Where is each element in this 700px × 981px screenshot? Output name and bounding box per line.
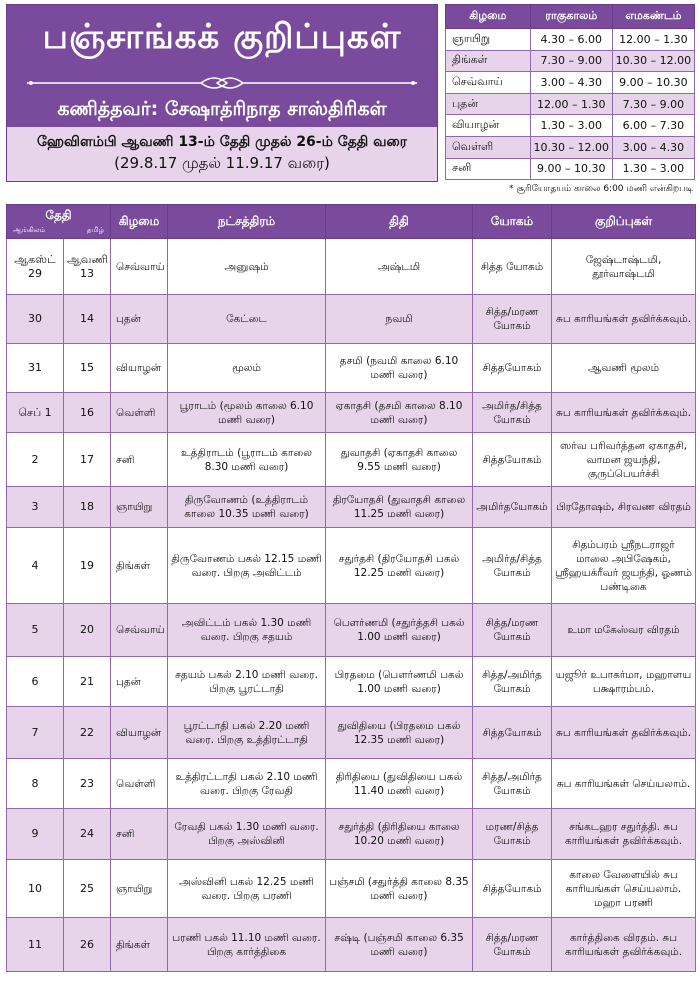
cell-yogam: சித்த/மரண யோகம் (473, 295, 552, 344)
cell-tamil-date: 15 (64, 344, 111, 393)
table-row (7, 657, 696, 707)
table-row (7, 393, 696, 433)
sunrise-note: * சூரியோதயம் காலை 6:00 மணி என்கிறபடி (509, 184, 693, 195)
cell-tamil-date: 26 (64, 918, 111, 972)
rahu-day: வெள்ளி (446, 136, 531, 158)
panchangam-panel (6, 204, 695, 972)
rahu-day: ஞாயிறு (446, 29, 531, 51)
cell-day: சனி (111, 433, 168, 487)
cell-tithi: திரிதியை (துவிதியை பகல் 11.40 மணி வரை) (326, 759, 473, 809)
cell-day: ஞாயிறு (111, 487, 168, 528)
cell-star: திருவோணம் பகல் 12.15 மணி வரை. பிறகு அவிட்டம் (168, 528, 326, 604)
cell-yogam: சித்த/அமிர்த யோகம் (473, 759, 552, 809)
cell-english-date: 4 (7, 528, 64, 604)
cell-yogam: சித்த/மரண யோகம் (473, 604, 552, 657)
header-date-band (7, 127, 437, 181)
header-banner (7, 5, 437, 127)
cell-yogam: அமிர்த/சித்த யோகம் (473, 528, 552, 604)
col-tithi: திதி (326, 205, 473, 239)
rahukalam-panel (445, 4, 695, 195)
ema-time: 6.00 – 7.30 (612, 115, 694, 137)
cell-tithi: சஷ்டி (பஞ்சமி காலை 6.35 மணி வரை) (326, 918, 473, 972)
cell-english-date: 5 (7, 604, 64, 657)
rahu-day: வியாழன் (446, 115, 531, 137)
cell-star: பரணி பகல் 11.10 மணி வரை. பிறகு கார்த்திகை (168, 918, 326, 972)
rahu-time: 3.00 – 4.30 (530, 72, 612, 94)
table-row (7, 707, 696, 759)
cell-star: திருவோணம் (உத்திராடம் காலை 10.35 மணி வரை) (168, 487, 326, 528)
rahu-day: திங்கள் (446, 50, 531, 72)
table-row (7, 528, 696, 604)
cell-english-date: 10 (7, 860, 64, 918)
cell-star: அனுஷம் (168, 239, 326, 295)
col-date-sub-english: ஆங்கிலம் (13, 226, 46, 234)
rahukalam-row (446, 158, 695, 180)
cell-notes: ஸர்வ பரிவர்த்தன ஏகாதசி, வாமன ஜயந்தி, குருப்பெயர்ச்சி (552, 433, 696, 487)
cell-tamil-date: 14 (64, 295, 111, 344)
rahu-time: 7.30 – 9.00 (530, 50, 612, 72)
cell-notes: காலை வேளையில் சுப காரியங்கள் செய்யலாம். மஹா பரணி (552, 860, 696, 918)
cell-tithi: பஞ்சமி (சதுர்த்தி காலை 8.35 மணி வரை) (326, 860, 473, 918)
table-row (7, 759, 696, 809)
cell-english-date: 30 (7, 295, 64, 344)
cell-yogam: சித்தயோகம் (473, 707, 552, 759)
cell-tithi: ஏகாதசி (தசமி காலை 8.10 மணி வரை) (326, 393, 473, 433)
cell-english-date: 7 (7, 707, 64, 759)
cell-english-date: 11 (7, 918, 64, 972)
cell-notes: சங்கடஹர சதுர்த்தி. சுப காரியங்கள் தவிர்க்கவும். (552, 809, 696, 860)
cell-day: வெள்ளி (111, 393, 168, 433)
rahu-time: 10.30 – 12.00 (530, 136, 612, 158)
rahukalam-row (446, 136, 695, 158)
rahu-time: 12.00 – 1.30 (530, 93, 612, 115)
cell-day: புதன் (111, 295, 168, 344)
cell-star: சதயம் பகல் 2.10 மணி வரை. பிறகு பூரட்டாதி (168, 657, 326, 707)
col-date-sub-tamil: தமிழ் (86, 226, 105, 234)
divider-ornament-icon (7, 73, 437, 93)
ema-time: 7.30 – 9.00 (612, 93, 694, 115)
panchangam-table (6, 204, 696, 972)
cell-notes: யஜூர் உபாகர்மா, மஹாளய பக்ஷாரம்பம். (552, 657, 696, 707)
cell-star: அவிட்டம் பகல் 1.30 மணி வரை. பிறகு சதயம் (168, 604, 326, 657)
cell-day: திங்கள் (111, 528, 168, 604)
cell-star: உத்திராடம் (பூராடம் காலை 8.30 மணி வரை) (168, 433, 326, 487)
cell-day: வியாழன் (111, 344, 168, 393)
cell-tithi: பௌர்ணமி (சதுர்த்தசி பகல் 1.00 மணி வரை) (326, 604, 473, 657)
cell-tithi: நவமி (326, 295, 473, 344)
cell-tithi: சதுர்தசி (திரயோதசி பகல் 12.25 மணி வரை) (326, 528, 473, 604)
cell-day: திங்கள் (111, 918, 168, 972)
cell-day: சனி (111, 809, 168, 860)
cell-star: உத்திரட்டாதி பகல் 2.10 மணி வரை. பிறகு ரேவதி (168, 759, 326, 809)
cell-star: அஸ்வினி பகல் 12.25 மணி வரை. பிறகு பரணி (168, 860, 326, 918)
rahu-day: செவ்வாய் (446, 72, 531, 94)
table-row (7, 604, 696, 657)
cell-notes: சுப காரியங்கள் தவிர்க்கவும். (552, 295, 696, 344)
col-date-sub (7, 226, 110, 235)
cell-tithi: அஷ்டமி (326, 239, 473, 295)
rahukalam-col-ema: எமகண்டம் (612, 5, 694, 29)
cell-star: ரேவதி பகல் 1.30 மணி வரை. பிறகு அஸ்வினி (168, 809, 326, 860)
cell-tamil-date: 24 (64, 809, 111, 860)
cell-star: மூலம் (168, 344, 326, 393)
cell-star: பூராடம் (மூலம் காலை 6.10 மணி வரை) (168, 393, 326, 433)
cell-tamil-date: 21 (64, 657, 111, 707)
cell-notes: சிதம்பரம் ஸ்ரீநடராஜர் மாலை அபிஷேகம், ஸ்ரீஹயக்ரீவர் ஜயந்தி, ஓணம் பண்டிகை (552, 528, 696, 604)
cell-day: வியாழன் (111, 707, 168, 759)
cell-day: ஞாயிறு (111, 860, 168, 918)
table-row (7, 239, 696, 295)
ema-time: 9.00 – 10.30 (612, 72, 694, 94)
rahu-time: 4.30 – 6.00 (530, 29, 612, 51)
cell-tamil-date: 16 (64, 393, 111, 433)
cell-english-date: ஆகஸ்ட் 29 (7, 239, 64, 295)
cell-english-date: 31 (7, 344, 64, 393)
ema-time: 1.30 – 3.00 (612, 158, 694, 180)
cell-notes: ஆவணி மூலம் (552, 344, 696, 393)
rahu-day: புதன் (446, 93, 531, 115)
cell-tamil-date: 18 (64, 487, 111, 528)
cell-yogam: அமிர்தயோகம் (473, 487, 552, 528)
cell-yogam: சித்த/மரண யோகம் (473, 918, 552, 972)
cell-notes: சுப காரியங்கள் செய்யலாம். (552, 759, 696, 809)
col-notes: குறிப்புகள் (552, 205, 696, 239)
cell-yogam: சித்த/அமிர்த யோகம் (473, 657, 552, 707)
col-yogam: யோகம் (473, 205, 552, 239)
date-range-english: (29.8.17 முதல் 11.9.17 வரை) (114, 154, 330, 172)
cell-tamil-date: 25 (64, 860, 111, 918)
col-day: கிழமை (111, 205, 168, 239)
panchangam-header-row (7, 205, 696, 239)
cell-notes: ஜேஷ்டாஷ்டமி, தூர்வாஷ்டமி (552, 239, 696, 295)
cell-yogam: சித்தயோகம் (473, 433, 552, 487)
rahukalam-col-rahu: ராகுகாலம் (530, 5, 612, 29)
cell-english-date: 2 (7, 433, 64, 487)
cell-day: வெள்ளி (111, 759, 168, 809)
cell-yogam: சித்தயோகம் (473, 344, 552, 393)
col-date-label: தேதி (45, 208, 72, 222)
table-row (7, 433, 696, 487)
ema-time: 12.00 – 1.30 (612, 29, 694, 51)
rahukalam-row (446, 93, 695, 115)
cell-notes: சுப காரியங்கள் தவிர்க்கவும். (552, 707, 696, 759)
cell-tithi: பிரதமை (பௌர்ணமி பகல் 1.00 மணி வரை) (326, 657, 473, 707)
table-row (7, 860, 696, 918)
cell-tithi: துவாதசி (ஏகாதசி காலை 9.55 மணி வரை) (326, 433, 473, 487)
cell-notes: உமா மகேஸ்வர விரதம் (552, 604, 696, 657)
cell-tamil-date: 17 (64, 433, 111, 487)
cell-tamil-date: 20 (64, 604, 111, 657)
cell-english-date: செப் 1 (7, 393, 64, 433)
table-row (7, 809, 696, 860)
cell-english-date: 3 (7, 487, 64, 528)
page-title: பஞ்சாங்கக் குறிப்புகள் (42, 17, 402, 57)
col-star: நட்சத்திரம் (168, 205, 326, 239)
rahukalam-row (446, 72, 695, 94)
cell-tamil-date: ஆவணி 13 (64, 239, 111, 295)
table-row (7, 487, 696, 528)
cell-english-date: 9 (7, 809, 64, 860)
cell-star: கேட்டை (168, 295, 326, 344)
cell-notes: கார்த்திகை விரதம். சுப காரியங்கள் தவிர்க்கவும். (552, 918, 696, 972)
cell-english-date: 6 (7, 657, 64, 707)
rahukalam-col-day: கிழமை (446, 5, 531, 29)
cell-yogam: சித்தயோகம் (473, 860, 552, 918)
cell-english-date: 8 (7, 759, 64, 809)
cell-tamil-date: 19 (64, 528, 111, 604)
cell-tithi: சதுர்த்தி (திரிதியை காலை 10.20 மணி வரை) (326, 809, 473, 860)
col-date (7, 205, 111, 239)
cell-day: செவ்வாய் (111, 239, 168, 295)
rahu-day: சனி (446, 158, 531, 180)
date-range-tamil: ஹேவிளம்பி ஆவணி 13-ம் தேதி முதல் 26-ம் தேதி வரை (36, 134, 408, 150)
ema-time: 3.00 – 4.30 (612, 136, 694, 158)
table-row (7, 295, 696, 344)
cell-notes: சுப காரியங்கள் தவிர்க்கவும். (552, 393, 696, 433)
cell-tithi: திரயோதசி (துவாதசி காலை 11.25 மணி வரை) (326, 487, 473, 528)
rahukalam-header-row (446, 5, 695, 29)
rahukalam-row (446, 29, 695, 51)
cell-tamil-date: 23 (64, 759, 111, 809)
rahukalam-row (446, 115, 695, 137)
ema-time: 10.30 – 12.00 (612, 50, 694, 72)
cell-yogam: அமிர்த/சித்த யோகம் (473, 393, 552, 433)
cell-tithi: துவிதியை (பிரதமை பகல் 12.35 மணி வரை) (326, 707, 473, 759)
cell-yogam: மரண/சித்த யோகம் (473, 809, 552, 860)
cell-day: செவ்வாய் (111, 604, 168, 657)
rahu-time: 1.30 – 3.00 (530, 115, 612, 137)
rahukalam-row (446, 50, 695, 72)
cell-notes: பிரதோஷம், சிரவண விரதம் (552, 487, 696, 528)
cell-star: பூரட்டாதி பகல் 2.20 மணி வரை. பிறகு உத்திரட்டாதி (168, 707, 326, 759)
header-panel (6, 4, 438, 182)
cell-day: புதன் (111, 657, 168, 707)
author-line: கணித்தவர்: சேஷாத்ரிநாத சாஸ்திரிகள் (57, 98, 387, 120)
table-row (7, 918, 696, 972)
cell-tithi: தசமி (நவமி காலை 6.10 மணி வரை) (326, 344, 473, 393)
rahu-time: 9.00 – 10.30 (530, 158, 612, 180)
cell-tamil-date: 22 (64, 707, 111, 759)
rahukalam-table (445, 4, 695, 180)
cell-yogam: சித்த யோகம் (473, 239, 552, 295)
table-row (7, 344, 696, 393)
